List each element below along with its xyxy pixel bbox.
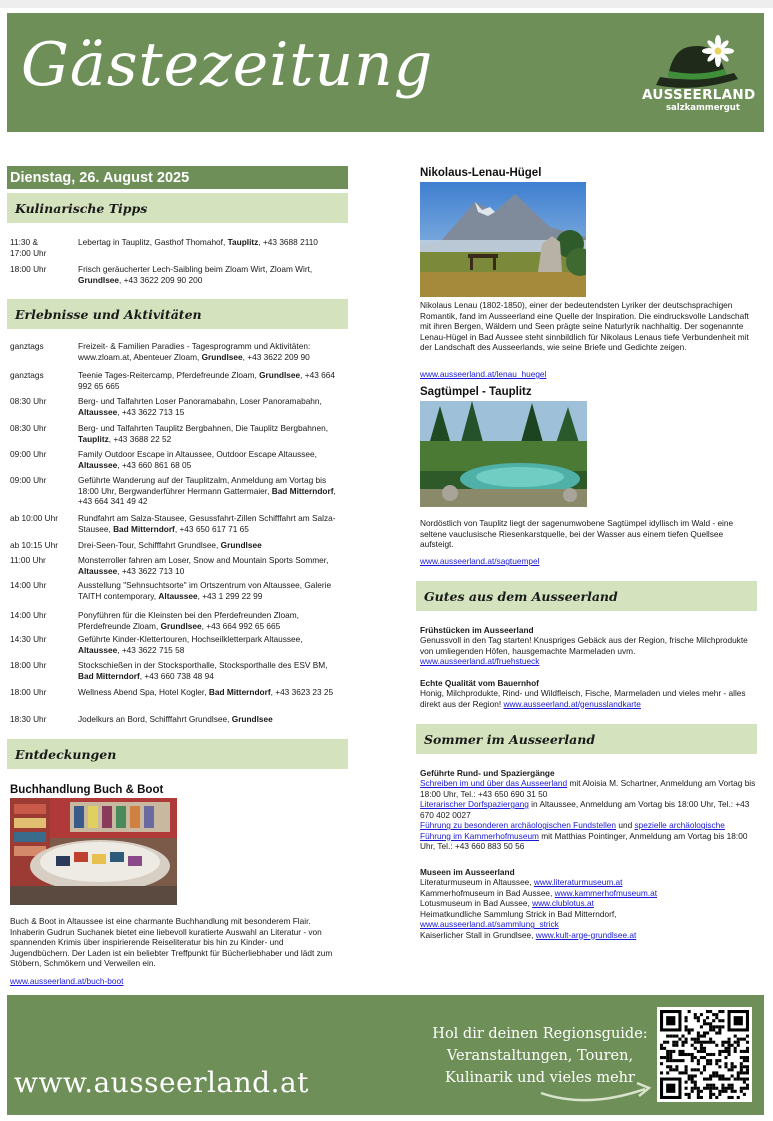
curved-arrow-icon <box>537 1075 657 1105</box>
section-gutes: Gutes aus dem Ausseerland <box>416 581 757 611</box>
qr-code-icon <box>660 1010 749 1099</box>
event-row <box>10 423 345 444</box>
hat-edelweiss-icon <box>638 33 748 93</box>
bauernhof-heading: Echte Qualität vom Bauernhof <box>420 678 539 688</box>
event-row <box>10 475 345 507</box>
event-row <box>10 610 345 631</box>
buch-link[interactable]: www.ausseerland.at/buch-boot <box>10 976 124 986</box>
event-row <box>10 687 345 698</box>
event-time: 08:30 Uhr <box>10 396 47 406</box>
fuehrungen-text: Schreiben im und über das Ausseerland mit Aloisia M. Schartner, Anmeldung am Vortag bis 18:00 Uhr, Tel.: +43 650 690 31 50 Literarischer Dorfspaziergang in Altaussee, Anmeldung am Vortag bis 18:00 Uhr, Tel.: +43 670 402 0027 Führung zu besonderen archäologischen Fundstellen und spezielle archäologische Führung im Kammerhofmuseum mit Matthias Pointinger, Anmeldung am Vortag bis 18:00 Uhr, Tel.: +43 660 883 50 56 <box>420 778 756 852</box>
date-bar: Dienstag, 26. August 2025 <box>7 166 348 189</box>
sagtuempel-link[interactable]: www.ausseerland.at/sagtuempel <box>420 556 540 566</box>
sammlung-strick-link[interactable]: www.ausseerland.at/sammlung_strick <box>420 919 559 930</box>
event-desc: Monsterroller fahren am Loser, Snow and Mountain Sports Sommer, Altaussee, +43 3622 713 10 <box>78 555 329 576</box>
event-desc: Jodelkurs an Bord, Schifffahrt Grundlsee, Grundlsee <box>78 714 273 724</box>
event-time: 14:00 Uhr <box>10 610 47 620</box>
section-erlebnisse: Erlebnisse und Aktivitäten <box>7 299 348 329</box>
kult-arge-link[interactable]: www.kult-arge-grundlsee.at <box>535 929 637 940</box>
event-row <box>10 513 345 534</box>
event-time: 18:30 Uhr <box>10 714 47 724</box>
logo-brand-text: AUSSEERLAND <box>642 87 756 103</box>
fruehstueck-text: Genussvoll in den Tag starten! Knuspriges Gebäck aus der Region, frische Milchprodukte von umliegenden Höfen, hausgemachte Marmeladen uvm. <box>420 635 748 656</box>
event-desc: Berg- und Talfahrten Tauplitz Bergbahnen, Die Tauplitz Bergbahnen, Tauplitz, +43 3688 22 52 <box>78 423 328 444</box>
event-time: 18:00 Uhr <box>10 687 47 697</box>
museen-text: Literaturmuseum in Altaussee, www.literaturmuseum.at Kammerhofmuseum in Bad Aussee, www.kammerhofmuseum.at Lotusmuseum in Bad Aussee, www.clublotus.at Heimatkundliche Sammlung Strick in Bad Mitterndorf, www.ausseerland.at/sammlung_strick Kaiserlicher Stall in Grundlsee, www.kult-arge-grundlsee.at <box>420 877 658 940</box>
event-time: 09:00 Uhr <box>10 475 47 485</box>
event-time: 18:00 Uhr <box>10 660 47 670</box>
sagtuempel-text: Nordöstlich von Tauplitz liegt der sagenumwobene Sagtümpel idyllisch im Wald - eine seltene vauclusische Riesenkarstquelle, bei der Wasser aus einem tiefen Quellsee aufsteigt. <box>420 518 734 550</box>
section-sommer: Sommer im Ausseerland <box>416 724 757 754</box>
genusslandkarte-link[interactable]: www.ausseerland.at/genusslandkarte <box>503 698 641 709</box>
event-desc: Ausstellung "Sehnsuchtsorte" im Ortszentrum von Altaussee, Galerie TAITH contemporary, Altaussee, +43 1 299 22 99 <box>78 580 332 601</box>
event-row <box>10 555 345 576</box>
event-desc: Lebertag in Tauplitz, Gasthof Thomahof, Tauplitz, +43 3688 2110 <box>78 237 318 247</box>
event-row <box>10 634 345 655</box>
sagtuempel-title: Sagtümpel - Tauplitz <box>420 386 532 398</box>
event-row <box>10 370 345 391</box>
event-time: 09:00 Uhr <box>10 449 47 459</box>
lenau-title: Nikolaus-Lenau-Hügel <box>420 167 542 179</box>
event-row <box>10 660 345 681</box>
event-time: 08:30 Uhr <box>10 423 47 433</box>
kammerhof-fuehrung-link[interactable]: spezielle archäologische Führung im Kammerhofmuseum <box>420 820 725 841</box>
sagtuempel-photo <box>420 401 587 507</box>
header-banner <box>7 13 764 132</box>
qr-code[interactable] <box>657 1007 752 1102</box>
kammerhofmuseum-link[interactable]: www.kammerhofmuseum.at <box>554 887 658 898</box>
event-time: 11:30 & 17:00 Uhr <box>10 237 47 258</box>
lenau-text: Nikolaus Lenau (1802-1850), einer der bedeutendsten Lyriker der deutschsprachigen Romantik, fand im Ausseerland eine Quelle der Inspiration. Die eindrucksvolle Landschaft mit ihren Bergen, Wäldern und Seen prägte seine Naturlyrik nachhaltig. Der sogenannte Lenau-Hügel in Bad Aussee steht sinnbildlich für Nikolaus Lenaus tiefe Verbundenheit mit der Landschaft des Ausseerlands, wie seine Briefe und Gedichte zeigen. <box>420 300 749 353</box>
section-kulinarische-tipps: Kulinarische Tipps <box>7 193 348 223</box>
fruehstueck-link[interactable]: www.ausseerland.at/fruehstueck <box>420 656 540 666</box>
buch-title: Buchhandlung Buch & Boot <box>10 784 164 796</box>
archaeologie-link[interactable]: Führung zu besonderen archäologischen Fundstellen <box>420 820 617 831</box>
event-time: ganztags <box>10 370 44 380</box>
event-desc: Stockschießen in der Stocksporthalle, Stocksporthalle des ESV BM, Bad Mitterndorf, +43 660 738 48 94 <box>78 660 328 681</box>
event-time: 18:00 Uhr <box>10 264 47 274</box>
lenau-photo <box>420 182 586 297</box>
museen-heading: Museen im Ausseerland <box>420 867 515 877</box>
event-time: 14:00 Uhr <box>10 580 47 590</box>
event-time: 11:00 Uhr <box>10 555 46 565</box>
section-entdeckungen: Entdeckungen <box>7 739 348 769</box>
event-desc: Freizeit- & Familien Paradies - Tagesprogramm und Aktivitäten: www.zloam.at, Abenteuer Zloam, Grundlsee, +43 3622 209 90 <box>78 341 311 362</box>
footer-url[interactable]: www.ausseerland.at <box>14 1066 309 1099</box>
logo-sub-text: salzkammergut <box>666 103 740 113</box>
event-row <box>10 396 345 417</box>
event-row <box>10 341 345 362</box>
bookstore-photo <box>10 798 177 905</box>
footer-banner <box>7 995 764 1115</box>
schreiben-link[interactable]: Schreiben im und über das Ausseerland <box>420 778 568 788</box>
event-row <box>10 264 345 285</box>
bauernhof-text: Honig, Milchprodukte, Rind- und Wildfleisch, Fische, Marmeladen und vieles mehr - alles direkt aus der Region! www.ausseerland.at/genusslandkarte <box>420 688 746 709</box>
dorfspaziergang-link[interactable]: Literarischer Dorfspaziergang <box>420 799 529 810</box>
top-strip <box>0 0 773 8</box>
lenau-link[interactable]: www.ausseerland.at/lenau_huegel <box>420 369 547 379</box>
event-desc: Geführte Kinder-Klettertouren, Hochseilkletterpark Altaussee, Altaussee, +43 3622 715 58 <box>78 634 303 655</box>
event-desc: Wellness Abend Spa, Hotel Kogler, Bad Mitterndorf, +43 3623 23 25 <box>78 687 334 697</box>
event-row <box>10 449 345 470</box>
clublotus-link[interactable]: www.clublotus.at <box>532 898 594 909</box>
buch-text: Buch & Boot in Altaussee ist eine charmante Buchhandlung mit besonderem Flair. Inhaberin Gudrun Suchanek bietet eine liebevoll kuratierte Auswahl an Literatur - von spannenden Krimis über inspirierende Reiseliteratur bis hin zu Kinder- und Jugendbüchern. Der Laden ist ein beliebter Treffpunkt für Bücherliebhaber und lädt zum Stöbern, Schmökern und Verweilen ein. <box>10 916 333 969</box>
event-desc: Rundfahrt am Salza-Stausee, Gesussfahrt-Zillen Schifffahrt am Salza-Stausee, Bad Mitterndorf, +43 650 617 71 65 <box>78 513 336 534</box>
event-desc: Drei-Seen-Tour, Schifffahrt Grundlsee, Grundlsee <box>78 540 262 550</box>
fruehstueck-heading: Frühstücken im Ausseerland <box>420 625 534 635</box>
event-desc: Berg- und Talfahrten Loser Panoramabahn, Loser Panoramabahn, Altaussee, +43 3622 713 15 <box>78 396 322 417</box>
event-desc: Ponyführen für die Kleinsten bei den Pferdefreunden Zloam, Pferdefreunde Zloam, Grundlsee, +43 664 992 65 665 <box>78 610 299 631</box>
literaturmuseum-link[interactable]: www.literaturmuseum.at <box>533 877 623 887</box>
event-desc: Geführte Wanderung auf der Tauplitzalm, Anmeldung am Vortag bis 18:00 Uhr, Bergwanderführer Hermann Gattermaier, Bad Mitterndorf, +43 664 341 49 42 <box>78 475 336 507</box>
event-time: 14:30 Uhr <box>10 634 47 644</box>
event-desc: Family Outdoor Escape in Altaussee, Outdoor Escape Altaussee, Altaussee, +43 660 861 68 05 <box>78 449 317 470</box>
event-row <box>10 237 345 258</box>
event-desc: Teenie Tages-Reitercamp, Pferdefreunde Zloam, Grundlsee, +43 664 992 65 665 <box>78 370 335 391</box>
event-desc: Frisch geräucherter Lech-Saibling beim Zloam Wirt, Zloam Wirt, Grundlsee, +43 3622 209 90 200 <box>78 264 313 285</box>
event-time: ab 10:15 Uhr <box>10 540 58 550</box>
event-row <box>10 714 345 725</box>
event-row <box>10 540 345 551</box>
event-time: ab 10:00 Uhr <box>10 513 58 523</box>
ausseerland-logo[interactable] <box>638 33 756 117</box>
page-title: Gästezeitung <box>21 30 434 100</box>
event-row <box>10 580 345 601</box>
fuehrungen-heading: Geführte Rund- und Spaziergänge <box>420 768 555 778</box>
regionsguide-text: Hol dir deinen Regionsguide: Veranstaltungen, Touren, Kulinarik und vieles mehr <box>432 1026 648 1086</box>
event-time: ganztags <box>10 341 44 351</box>
